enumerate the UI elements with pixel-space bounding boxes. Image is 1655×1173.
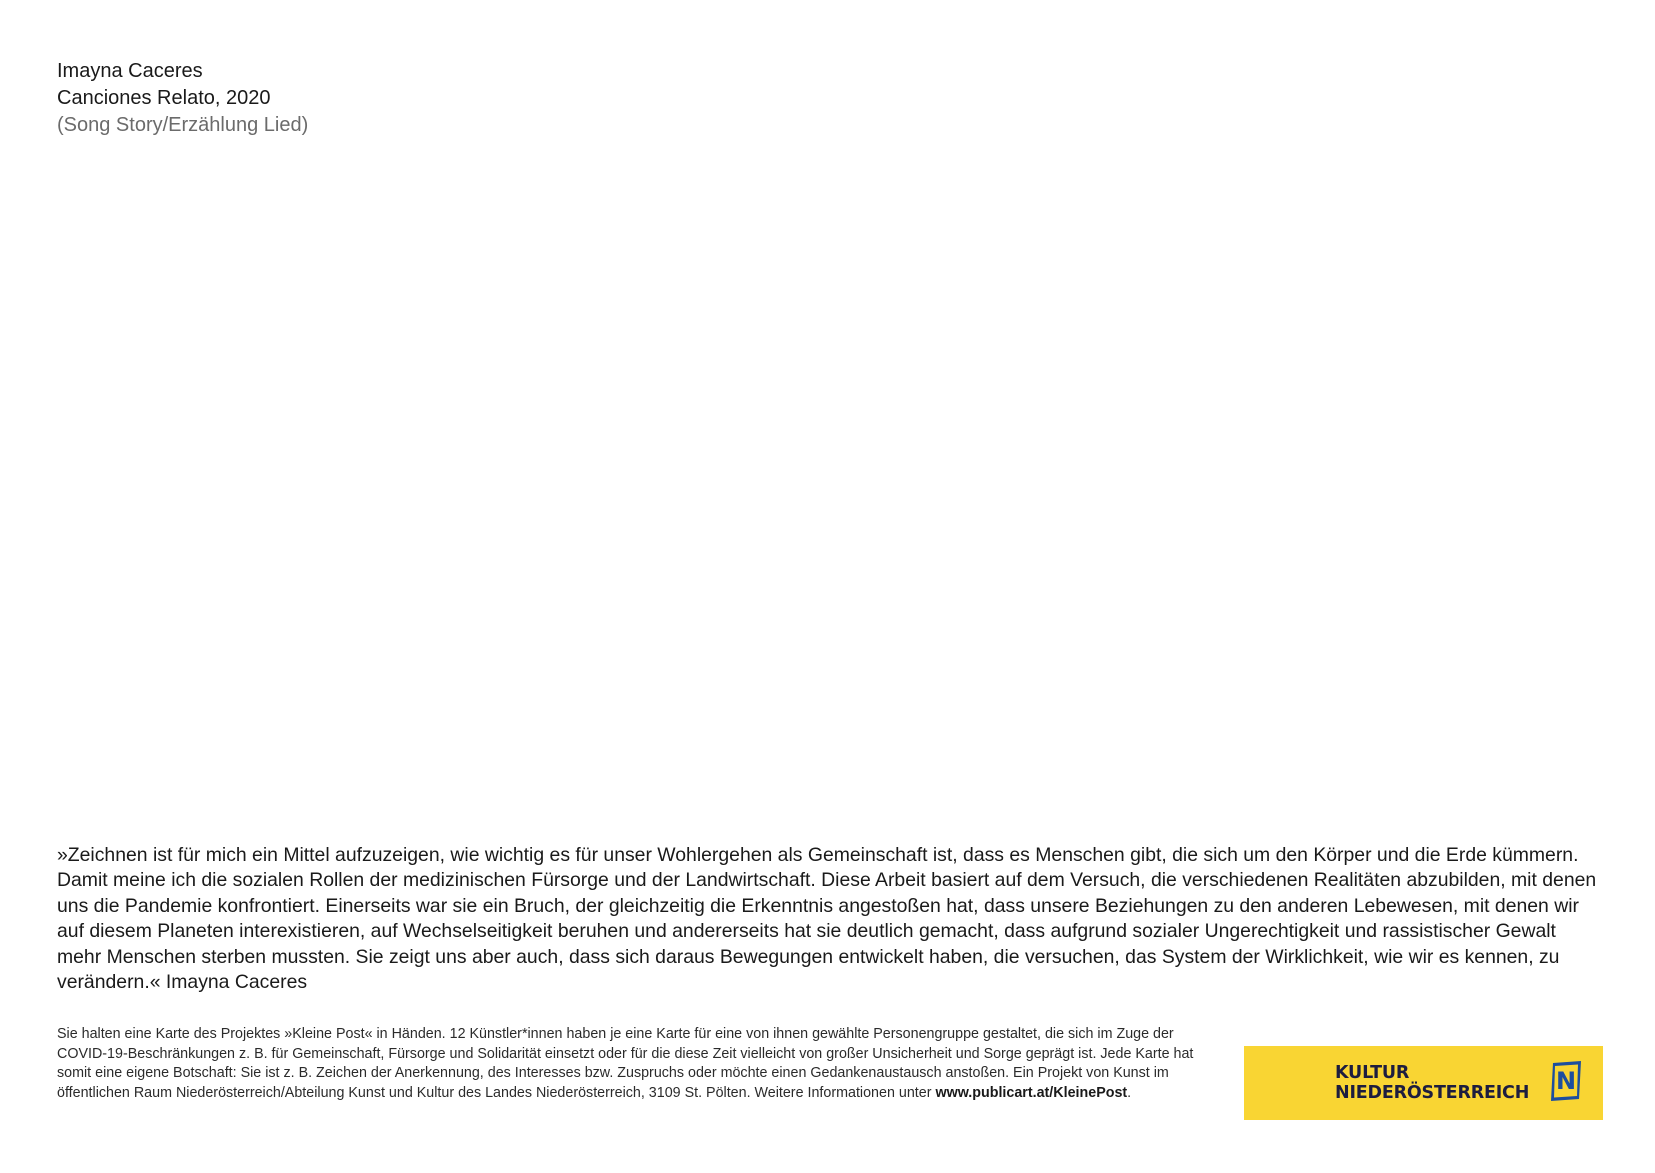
artist-quote: »Zeichnen ist für mich ein Mittel aufzuzeigen, wie wichtig es für unser Wohlergehen als Gemeinschaft ist, dass es Menschen gibt, die sich um den Körper und die Erde kümmern. Damit meine ich die sozialen Rollen der medizinischen Fürsorge und der Landwirtschaft. Diese Arbeit basiert auf dem Versuch, die verschiedenen Realitäten abzubilden, mit denen uns die Pandemie konfrontiert. Einerseits war sie ein Bruch, der gleichzeitig die Erkenntnis angestoßen hat, dass unsere Beziehungen zu den anderen Lebewesen, mit denen wir auf diesem Planeten interexistieren, auf Wechselseitigkeit beruhen und andererseits hat sie deutlich gemacht, dass aufgrund sozialer Ungerechtigkeit und rassistischer Gewalt mehr Menschen sterben mussten. Sie zeigt uns aber auch, dass sich daraus Bewegungen entwickelt haben, die versuchen, das System der Wirklichkeit, wie wir es kennen, zu verändern.« Imayna Caceres: [57, 844, 1597, 994]
project-url-link[interactable]: www.publicart.at/KleinePost: [935, 1084, 1128, 1101]
project-info-text: Sie halten eine Karte des Projektes »Kleine Post« in Händen. 12 Künstler*innen haben je eine Karte für eine von ihnen gewählte Personengruppe gestaltet, die sich im Zuge der COVID-19-Beschränkungen z. B. für Gemeinschaft, Fürsorge und Solidarität einsetzt oder für die diese Zeit vielleicht von großer Unsicherheit und Sorge geprägt ist. Jede Karte hat somit eine eigene Botschaft: Sie ist z. B. Zeichen der Anerkennung, des Interesses bzw. Zuspruchs oder möchte einen Gedankenaustausch anstoßen. Ein Projekt von Kunst im öffentlichen Raum Niederösterreich/Abteilung Kunst und Kultur des Landes Niederösterreich, 3109 St. Pölten. Weitere Informationen unter: [57, 1026, 1194, 1101]
logo-line-1: KULTUR: [1335, 1063, 1410, 1083]
project-info: [57, 1025, 1212, 1103]
logo-line-2: NIEDERÖSTERREICH: [1335, 1083, 1530, 1103]
artist-name: Imayna Caceres: [57, 60, 203, 82]
artwork-title: Canciones Relato, 2020: [57, 87, 271, 109]
project-info-end: .: [1127, 1084, 1132, 1101]
artwork-subtitle: (Song Story/Erzählung Lied): [57, 114, 309, 136]
kultur-niederoesterreich-logo: [1244, 1046, 1603, 1120]
artwork-caption: [57, 58, 308, 139]
logo-wordmark: [1335, 1063, 1529, 1103]
mark-letter: N: [1555, 1067, 1577, 1095]
niederoesterreich-n-icon: [1550, 1061, 1582, 1101]
